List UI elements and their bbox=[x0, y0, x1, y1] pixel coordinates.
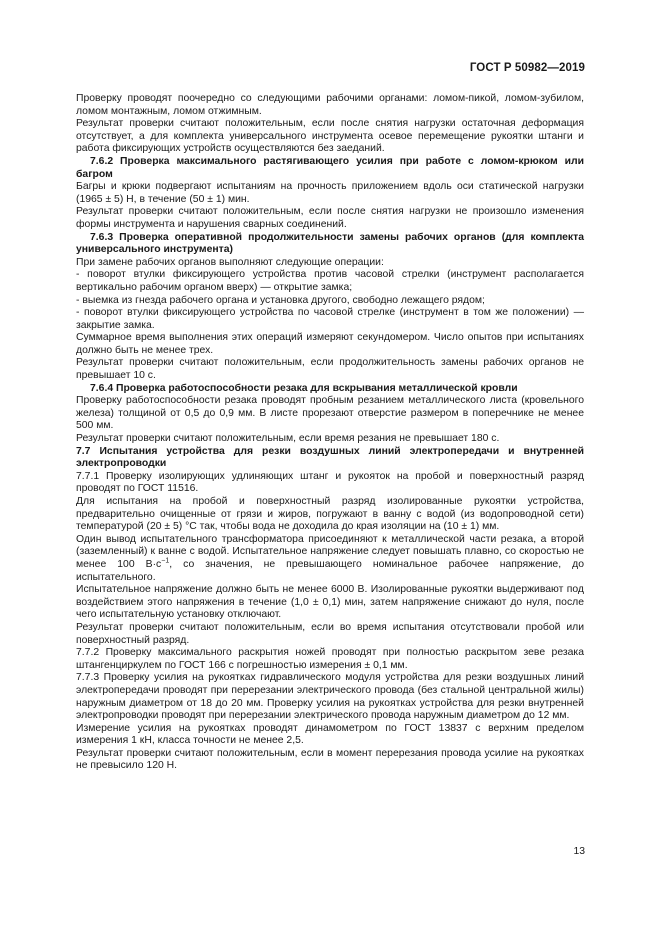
list-item: - выемка из гнезда рабочего органа и установка другого, свободно лежащего рядом; bbox=[76, 294, 485, 306]
section-heading-7-6-2: 7.6.2 Проверка максимального растягивающего усилия при работе с ломом-крюком или багром bbox=[76, 155, 584, 180]
paragraph: Результат проверки считают положительным, если продолжительность замены рабочих органов не превышает 10 с. bbox=[76, 357, 584, 382]
paragraph: 7.7.3 Проверку усилия на рукоятках гидравлического модуля устройства для резки воздушных линий электропередачи проводят при перерезании электрического провода (без стальной центральной жилы) наружным диаметром от 18 до 20 мм. Проверку усилия на рукоятках устройства для резки внутренней электропроводки проводят при перерезании электрического провода наружным диаметром до 12 мм. bbox=[76, 672, 584, 722]
section-heading-7-7: 7.7 Испытания устройства для резки воздушных линий электропередачи и внутренней электропроводки bbox=[76, 445, 584, 470]
paragraph: Проверку работоспособности резака проводят пробным резанием металлического листа (кровельного железа) толщиной от 0,5 до 0,9 мм. В листе прорезают отверстие размером в поперечнике не менее 500 мм. bbox=[76, 395, 584, 432]
section-heading-7-6-4: 7.6.4 Проверка работоспособности резака для вскрывания металлической кровли bbox=[90, 382, 518, 394]
paragraph: Результат проверки считают положительным, если во время испытания отсутствовали пробой или поверхностный разряд. bbox=[76, 621, 584, 646]
document-body bbox=[76, 93, 584, 773]
paragraph: Испытательное напряжение должно быть не менее 6000 В. Изолированные рукоятки выдерживают под воздействием этого напряжения в течение (1,0 ± 0,1) мин, затем напряжение снижают до нуля, после чего испытательную установку отключают. bbox=[76, 584, 584, 621]
list-item: - поворот втулки фиксирующего устройства против часовой стрелки (инструмент располагается вертикально рабочим органом вверх) — открытие замка; bbox=[76, 269, 584, 293]
paragraph: 7.7.1 Проверку изолирующих удлиняющих штанг и рукояток на пробой и поверхностный разряд проводят по ГОСТ 11516. bbox=[76, 470, 584, 495]
paragraph: Суммарное время выполнения этих операций измеряют секундомером. Число опытов при испытаниях должно быть не менее трех. bbox=[76, 332, 584, 356]
paragraph-text: Проверку проводят поочередно со следующими рабочими органами: ломом-пикой, ломом-зубилом, ломом монтажным, ломом отжимным. bbox=[76, 93, 584, 117]
paragraph-text: Один вывод испытательного трансформатора присоединяют к металлической части резака, а второй (заземленный) к ванне с водой. Испытательное напряжение следует повышать плавно, со скоростью не менее 100 В·с bbox=[76, 533, 584, 570]
paragraph-text: , со значения, не превышающего номинальное рабочее напряжение, до испытательного. bbox=[76, 558, 584, 583]
paragraph: Результат проверки считают положительным, если после снятия нагрузки не произошло изменения формы инструмента и нарушения сварных соединений. bbox=[76, 206, 584, 230]
page-number: 13 bbox=[573, 846, 585, 857]
paragraph: Для испытания на пробой и поверхностный разряд изолированные рукоятки устройства, предварительно очищенные от грязи и жиров, погружают в ванну с водой (из водопроводной сети) температурой (20 ± 5) °С так, чтобы вода не доходила до края изоляции на (10 ± 1) мм. bbox=[76, 496, 584, 533]
paragraph: 7.7.2 Проверку максимального раскрытия ножей проводят при полностью раскрытом зеве резака штангенциркулем по ГОСТ 166 с погрешностью измерения ± 0,1 мм. bbox=[76, 647, 584, 671]
paragraph: При замене рабочих органов выполняют следующие операции: bbox=[76, 256, 384, 268]
superscript: −1 bbox=[161, 557, 170, 565]
paragraph: Измерение усилия на рукоятках проводят динамометром по ГОСТ 13837 с верхним пределом измерения 1 кН, класса точности не менее 2,5. bbox=[76, 722, 584, 747]
paragraph bbox=[76, 118, 584, 156]
paragraph-text: Результат проверки считают положительным, если после снятия нагрузки остаточная деформация отсутствует, а для комплекта универсального инструмента осевое перемещение рукоятки штанги и работа фиксирующих устройств осуществляются без заеданий. bbox=[76, 118, 584, 155]
list-item: - поворот втулки фиксирующего устройства по часовой стрелке (инструмент в том же положении) — закрытие замка. bbox=[76, 307, 584, 331]
paragraph: Результат проверки считают положительным, если в момент перерезания провода усилие на рукоятках не превысило 120 Н. bbox=[76, 747, 584, 772]
section-heading-7-6-3: 7.6.3 Проверка оперативной продолжительности замены рабочих органов (для комплекта универсального инструмента) bbox=[76, 231, 584, 256]
paragraph bbox=[76, 534, 584, 584]
paragraph bbox=[76, 93, 584, 118]
document-header: ГОСТ Р 50982—2019 bbox=[469, 62, 585, 74]
paragraph: Багры и крюки подвергают испытаниям на прочность приложением вдоль оси статической нагрузки (1965 ± 5) Н, в течение (50 ± 1) мин. bbox=[76, 181, 584, 205]
paragraph: Результат проверки считают положительным, если время резания не превышает 180 с. bbox=[76, 433, 500, 445]
